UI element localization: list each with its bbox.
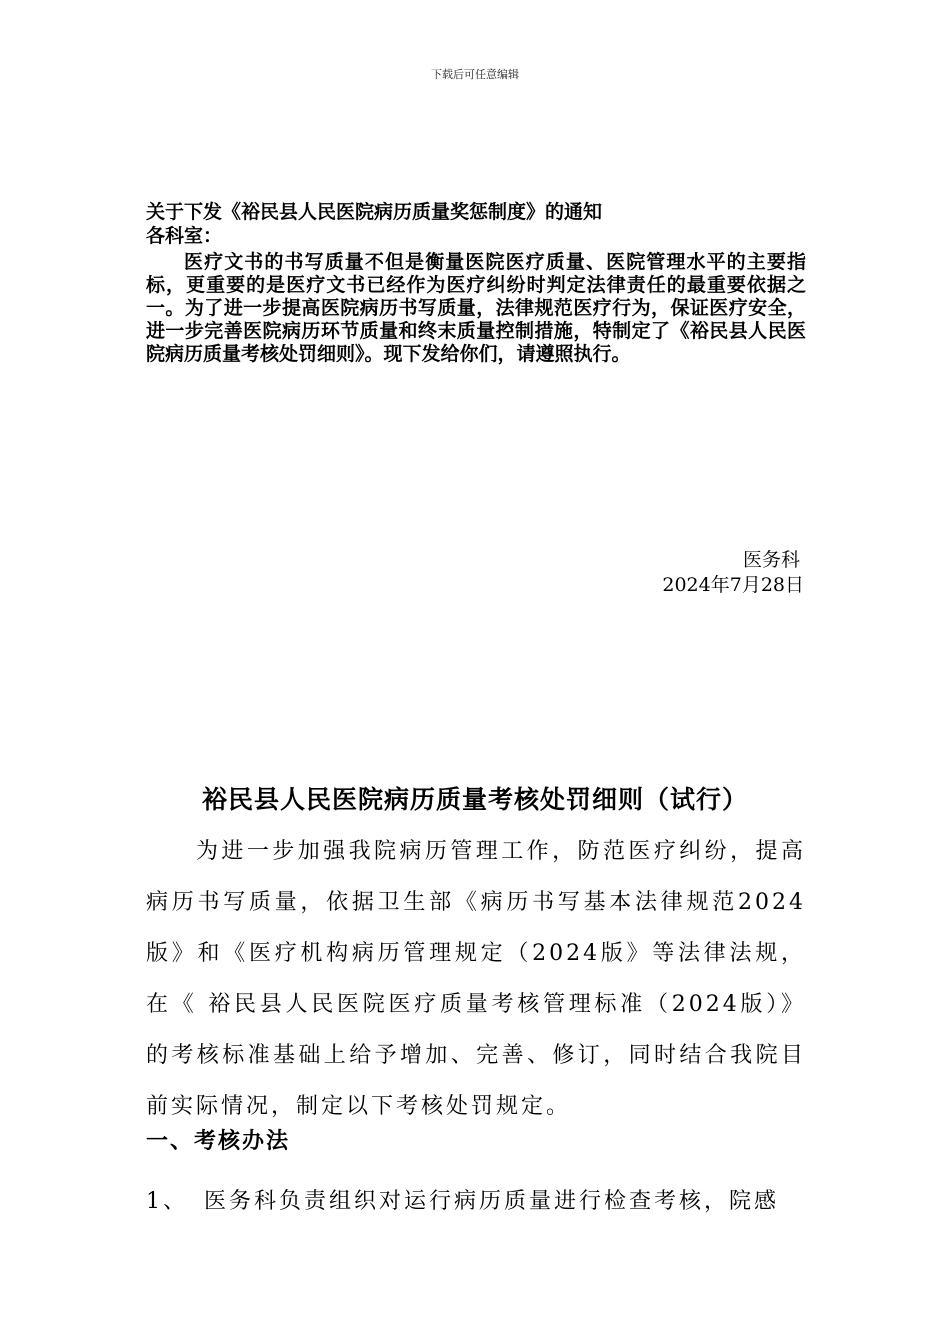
signoff-date: 2024年7月28日 [662, 574, 804, 596]
notice-title: 关于下发《裕民县人民医院病历质量奖惩制度》的通知 [146, 201, 603, 223]
list-item-number: 1、 [146, 1189, 188, 1214]
signoff-department: 医务科 [742, 549, 800, 571]
rules-intro: 为进一步加强我院病历管理工作，防范医疗纠纷，提高病历书写质量，依据卫生部《病历书写基本法律规范2024版》和《医疗机构病历管理规定（2024版》等法律法规，在《 裕民县人民医院医疗质量考核管理标准（2024版）》的考核标准基础上给予增加、完善、修订，同时结合我院目前实际情况，制定以下考核处罚规定。 [146, 839, 806, 1119]
notice-body: 医疗文书的书写质量不但是衡量医院医疗质量、医院管理水平的主要指标，更重要的是医疗文书已经作为医疗纠纷时判定法律责任的最重要依据之一。为了进一步提高医院病历书写质量，法律规范医疗行为，保证医疗安全，进一步完善医院病历环节质量和终末质量控制措施，特制定了《裕民县人民医院病历质量考核处罚细则》。现下发给你们，请遵照执行。 [146, 251, 806, 365]
section-heading: 一、考核办法 [146, 1129, 291, 1154]
list-item-text: 医务科负责组织对运行病历质量进行检查考核，院感 [204, 1189, 780, 1214]
header-note: 下载后可任意编辑 [431, 68, 519, 81]
notice-greeting: 各科室： [146, 225, 223, 247]
rules-title: 裕民县人民医院病历质量考核处罚细则（试行） [201, 785, 748, 814]
list-item [146, 1176, 806, 1227]
